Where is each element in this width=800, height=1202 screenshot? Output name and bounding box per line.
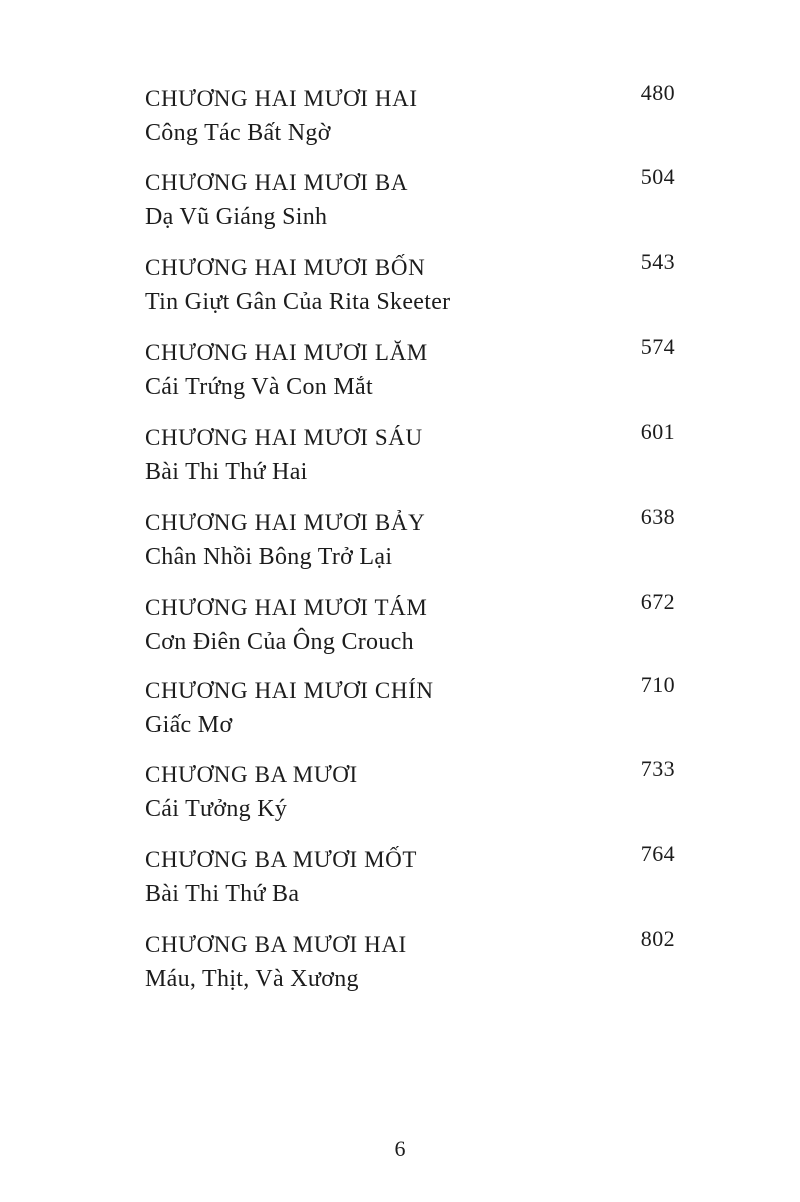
chapter-page-ref: 601 [640, 419, 675, 444]
chapter-heading: CHƯƠNG HAI MƯƠI HAI [145, 86, 418, 111]
chapter-title: Chân Nhồi Bông Trở Lại [145, 544, 393, 570]
chapter-heading: CHƯƠNG HAI MƯƠI BA [145, 170, 409, 195]
chapter-title: Tin Giựt Gân Của Rita Skeeter [145, 289, 451, 315]
chapter-title: Cái Trứng Và Con Mắt [145, 374, 373, 400]
toc-entry [145, 80, 675, 156]
chapter-heading: CHƯƠNG HAI MƯƠI BỐN [145, 255, 426, 280]
toc-entry [145, 841, 675, 917]
page-number: 6 [394, 1136, 406, 1161]
toc-entry [145, 164, 675, 240]
chapter-heading: CHƯƠNG BA MƯƠI [145, 762, 358, 787]
toc-entry [145, 756, 675, 832]
chapter-heading: CHƯƠNG HAI MƯƠI TÁM [145, 595, 428, 620]
chapter-title: Cơn Điên Của Ông Crouch [145, 629, 414, 655]
toc-entry [145, 926, 675, 1002]
chapter-title: Cái Tưởng Ký [145, 796, 288, 822]
chapter-page-ref: 574 [640, 334, 675, 359]
chapter-heading: CHƯƠNG HAI MƯƠI LĂM [145, 340, 428, 365]
chapter-page-ref: 802 [640, 926, 675, 951]
toc-entry [145, 249, 675, 325]
chapter-title: Bài Thi Thứ Hai [145, 459, 308, 485]
chapter-page-ref: 638 [640, 504, 675, 529]
chapter-title: Công Tác Bất Ngờ [145, 120, 331, 146]
chapter-heading: CHƯƠNG BA MƯƠI MỐT [145, 847, 418, 872]
toc-entry [145, 334, 675, 410]
toc-entry [145, 672, 675, 748]
chapter-title: Bài Thi Thứ Ba [145, 881, 300, 907]
chapter-page-ref: 480 [640, 80, 675, 105]
toc-entry [145, 589, 675, 665]
chapter-heading: CHƯƠNG BA MƯƠI HAI [145, 932, 407, 957]
chapter-title: Dạ Vũ Giáng Sinh [145, 204, 328, 230]
chapter-title: Giấc Mơ [145, 712, 233, 738]
chapter-page-ref: 764 [640, 841, 675, 866]
chapter-page-ref: 710 [640, 672, 675, 697]
toc-entry [145, 504, 675, 580]
toc-entry [145, 419, 675, 495]
chapter-page-ref: 733 [640, 756, 675, 781]
chapter-heading: CHƯƠNG HAI MƯƠI CHÍN [145, 678, 434, 703]
chapter-heading: CHƯƠNG HAI MƯƠI SÁU [145, 425, 423, 450]
chapter-heading: CHƯƠNG HAI MƯƠI BẢY [145, 510, 426, 535]
chapter-page-ref: 504 [640, 164, 675, 189]
chapter-page-ref: 672 [640, 589, 675, 614]
chapter-page-ref: 543 [640, 249, 675, 274]
chapter-title: Máu, Thịt, Và Xương [145, 966, 359, 992]
